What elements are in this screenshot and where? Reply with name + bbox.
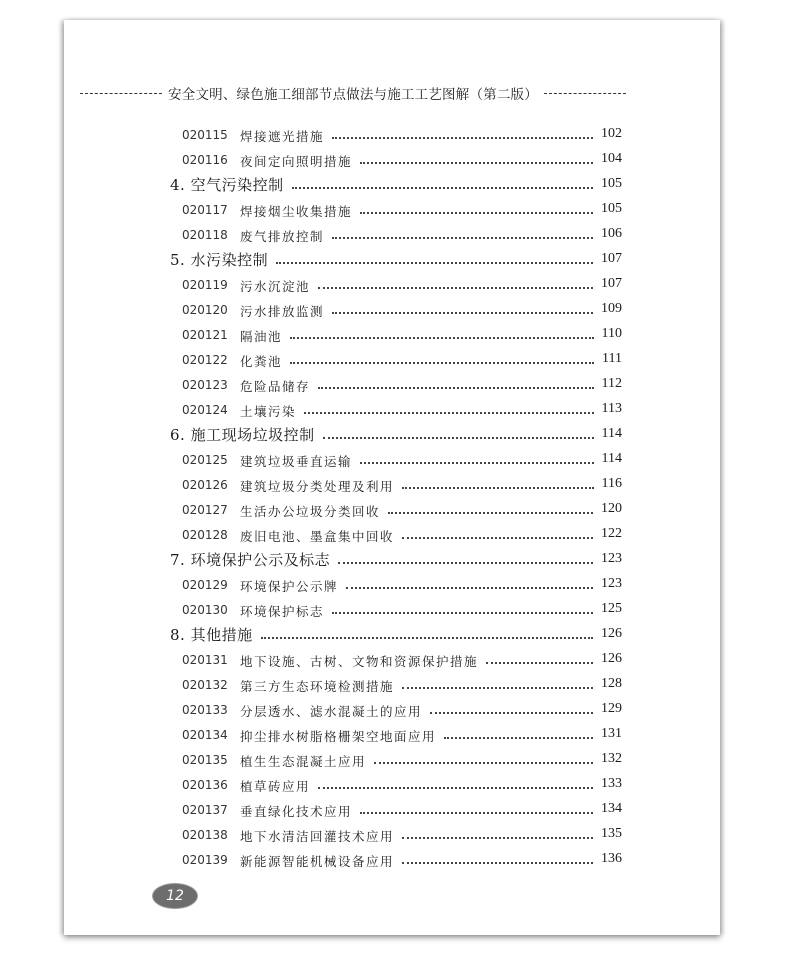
toc-dot-leader (430, 712, 593, 714)
toc-entry-row (0, 774, 790, 798)
toc-entry-code: 020125 (182, 453, 228, 467)
toc-entry-title: 化粪池 (240, 354, 283, 369)
toc-page-number: 107 (601, 251, 622, 266)
toc-dot-leader (290, 337, 594, 339)
toc-entry-title: 抑尘排水树脂格栅架空地面应用 (240, 729, 437, 744)
toc-entry-row (0, 449, 790, 473)
toc-entry-code: 020122 (182, 353, 228, 367)
toc-page-number: 126 (601, 651, 622, 666)
toc-page-number: 113 (601, 401, 622, 416)
toc-page-number: 102 (601, 126, 622, 141)
toc-page-number: 116 (601, 476, 622, 491)
toc-dot-leader (276, 262, 593, 264)
toc-dot-leader (318, 387, 594, 389)
toc-entry-row (0, 649, 790, 673)
toc-page-number: 112 (601, 376, 622, 391)
toc-page-number: 133 (601, 776, 622, 791)
toc-entry-title: 环境保护标志 (240, 604, 325, 619)
toc-dot-leader (318, 287, 593, 289)
toc-entry-code: 020131 (182, 653, 228, 667)
toc-dot-leader (290, 362, 594, 364)
toc-dot-leader (292, 187, 593, 189)
toc-entry-code: 020126 (182, 478, 228, 492)
toc-entry-title: 地下设施、古树、文物和资源保护措施 (240, 654, 479, 669)
toc-entry-code: 020129 (182, 578, 228, 592)
toc-entry-row (0, 799, 790, 823)
toc-entry-title: 垂直绿化技术应用 (240, 804, 353, 819)
toc-entry-title: 废旧电池、墨盒集中回收 (240, 529, 395, 544)
toc-dot-leader (318, 787, 593, 789)
toc-entry-code: 020133 (182, 703, 228, 717)
toc-dot-leader (261, 637, 593, 639)
toc-dot-leader (360, 212, 593, 214)
toc-entry-title: 生活办公垃圾分类回收 (240, 504, 381, 519)
toc-page-number: 105 (601, 201, 622, 216)
toc-dot-leader (332, 612, 593, 614)
toc-page-number: 132 (601, 751, 622, 766)
toc-page-number: 110 (601, 326, 622, 341)
toc-entry-row (0, 724, 790, 748)
toc-section-row (0, 424, 790, 448)
toc-entry-code: 020135 (182, 753, 228, 767)
toc-entry-row (0, 199, 790, 223)
toc-entry-code: 020132 (182, 678, 228, 692)
toc-entry-row (0, 824, 790, 848)
toc-dot-leader (323, 437, 594, 439)
toc-entry-code: 020116 (182, 153, 228, 167)
toc-entry-code: 020124 (182, 403, 228, 417)
toc-dot-leader (332, 137, 593, 139)
toc-entry-row (0, 474, 790, 498)
toc-entry-code: 020136 (182, 778, 228, 792)
toc-page-number: 123 (601, 551, 622, 566)
toc-section-title: 4. 空气污染控制 (170, 176, 284, 194)
toc-dot-leader (402, 837, 593, 839)
toc-page-number: 129 (601, 701, 622, 716)
toc-entry-title: 植生生态混凝土应用 (240, 754, 367, 769)
toc-page-number: 135 (601, 826, 622, 841)
toc-entry-code: 020127 (182, 503, 228, 517)
toc-page-number: 109 (601, 301, 622, 316)
toc-page-number: 114 (601, 451, 622, 466)
toc-section-row (0, 174, 790, 198)
toc-entry-code: 020118 (182, 228, 228, 242)
toc-entry-row (0, 849, 790, 873)
toc-entry-title: 隔油池 (240, 329, 283, 344)
toc-entry-code: 020128 (182, 528, 228, 542)
toc-entry-code: 020119 (182, 278, 228, 292)
toc-section-title: 5. 水污染控制 (170, 251, 269, 269)
toc-entry-title: 焊接烟尘收集措施 (240, 204, 353, 219)
toc-page-number: 122 (601, 526, 622, 541)
toc-page-number: 123 (601, 576, 622, 591)
toc-dot-leader (388, 512, 593, 514)
toc-section-title: 8. 其他措施 (170, 626, 253, 644)
toc-page-number: 126 (601, 626, 622, 641)
toc-entry-code: 020123 (182, 378, 228, 392)
toc-page-number: 120 (601, 501, 622, 516)
toc-dot-leader (402, 687, 593, 689)
toc-dot-leader (402, 487, 594, 489)
toc-entry-title: 土壤污染 (240, 404, 297, 419)
toc-entry-row (0, 599, 790, 623)
toc-entry-row (0, 374, 790, 398)
toc-entry-title: 环境保护公示牌 (240, 579, 339, 594)
toc-entry-title: 建筑垃圾分类处理及利用 (240, 479, 395, 494)
toc-entry-row (0, 149, 790, 173)
page-number-badge: 12 (153, 884, 197, 908)
toc-entry-row (0, 749, 790, 773)
toc-entry-title: 第三方生态环境检测措施 (240, 679, 395, 694)
toc-entry-row (0, 699, 790, 723)
toc-entry-code: 020138 (182, 828, 228, 842)
toc-section-row (0, 249, 790, 273)
toc-entry-row (0, 224, 790, 248)
toc-entry-row (0, 499, 790, 523)
toc-page-number: 111 (602, 351, 622, 366)
toc-entry-row (0, 124, 790, 148)
toc-entry-title: 废气排放控制 (240, 229, 325, 244)
toc-entry-row (0, 674, 790, 698)
toc-entry-code: 020139 (182, 853, 228, 867)
toc-entry-title: 建筑垃圾垂直运输 (240, 454, 353, 469)
toc-entry-title: 地下水清洁回灌技术应用 (240, 829, 395, 844)
header-title: 安全文明、绿色施工细部节点做法与施工工艺图解（第二版） (168, 87, 538, 103)
toc-page-number: 136 (601, 851, 622, 866)
toc-dot-leader (332, 237, 593, 239)
toc-section-title: 7. 环境保护公示及标志 (170, 551, 331, 569)
toc-dot-leader (360, 462, 594, 464)
toc-dot-leader (402, 537, 593, 539)
toc-page-number: 106 (601, 226, 622, 241)
toc-page-number: 114 (601, 426, 622, 441)
toc-entry-row (0, 349, 790, 373)
toc-entry-code: 020137 (182, 803, 228, 817)
toc-dot-leader (346, 587, 593, 589)
toc-entry-title: 污水排放监测 (240, 304, 325, 319)
toc-page-number: 134 (601, 801, 622, 816)
toc-entry-code: 020120 (182, 303, 228, 317)
toc-entry-row (0, 274, 790, 298)
toc-entry-title: 新能源智能机械设备应用 (240, 854, 395, 869)
toc-entry-row (0, 399, 790, 423)
toc-section-row (0, 624, 790, 648)
toc-dot-leader (444, 737, 593, 739)
toc-entry-title: 夜间定向照明措施 (240, 154, 353, 169)
toc-entry-code: 020121 (182, 328, 228, 342)
toc-dot-leader (402, 862, 593, 864)
toc-entry-row (0, 299, 790, 323)
toc-entry-title: 焊接遮光措施 (240, 129, 325, 144)
toc-entry-title: 分层透水、滤水混凝土的应用 (240, 704, 423, 719)
toc-page-number: 125 (601, 601, 622, 616)
toc-page-number: 107 (601, 276, 622, 291)
toc-entry-code: 020115 (182, 128, 228, 142)
toc-entry-row (0, 324, 790, 348)
toc-dot-leader (374, 762, 593, 764)
toc-entry-row (0, 524, 790, 548)
toc-dot-leader (360, 812, 593, 814)
toc-page-number: 105 (601, 176, 622, 191)
toc-page-number: 104 (601, 151, 622, 166)
toc-page-number: 131 (601, 726, 622, 741)
toc-dot-leader (338, 562, 593, 564)
toc-dot-leader (486, 662, 593, 664)
toc-entry-code: 020130 (182, 603, 228, 617)
toc-entry-row (0, 574, 790, 598)
toc-dot-leader (332, 312, 593, 314)
toc-dot-leader (360, 162, 593, 164)
toc-entry-title: 污水沉淀池 (240, 279, 311, 294)
toc-page-number: 128 (601, 676, 622, 691)
toc-entry-title: 植草砖应用 (240, 779, 311, 794)
toc-entry-title: 危险品储存 (240, 379, 311, 394)
toc-section-row (0, 549, 790, 573)
toc-dot-leader (304, 412, 594, 414)
toc-section-title: 6. 施工现场垃圾控制 (170, 426, 315, 444)
toc-entry-code: 020117 (182, 203, 228, 217)
toc-entry-code: 020134 (182, 728, 228, 742)
